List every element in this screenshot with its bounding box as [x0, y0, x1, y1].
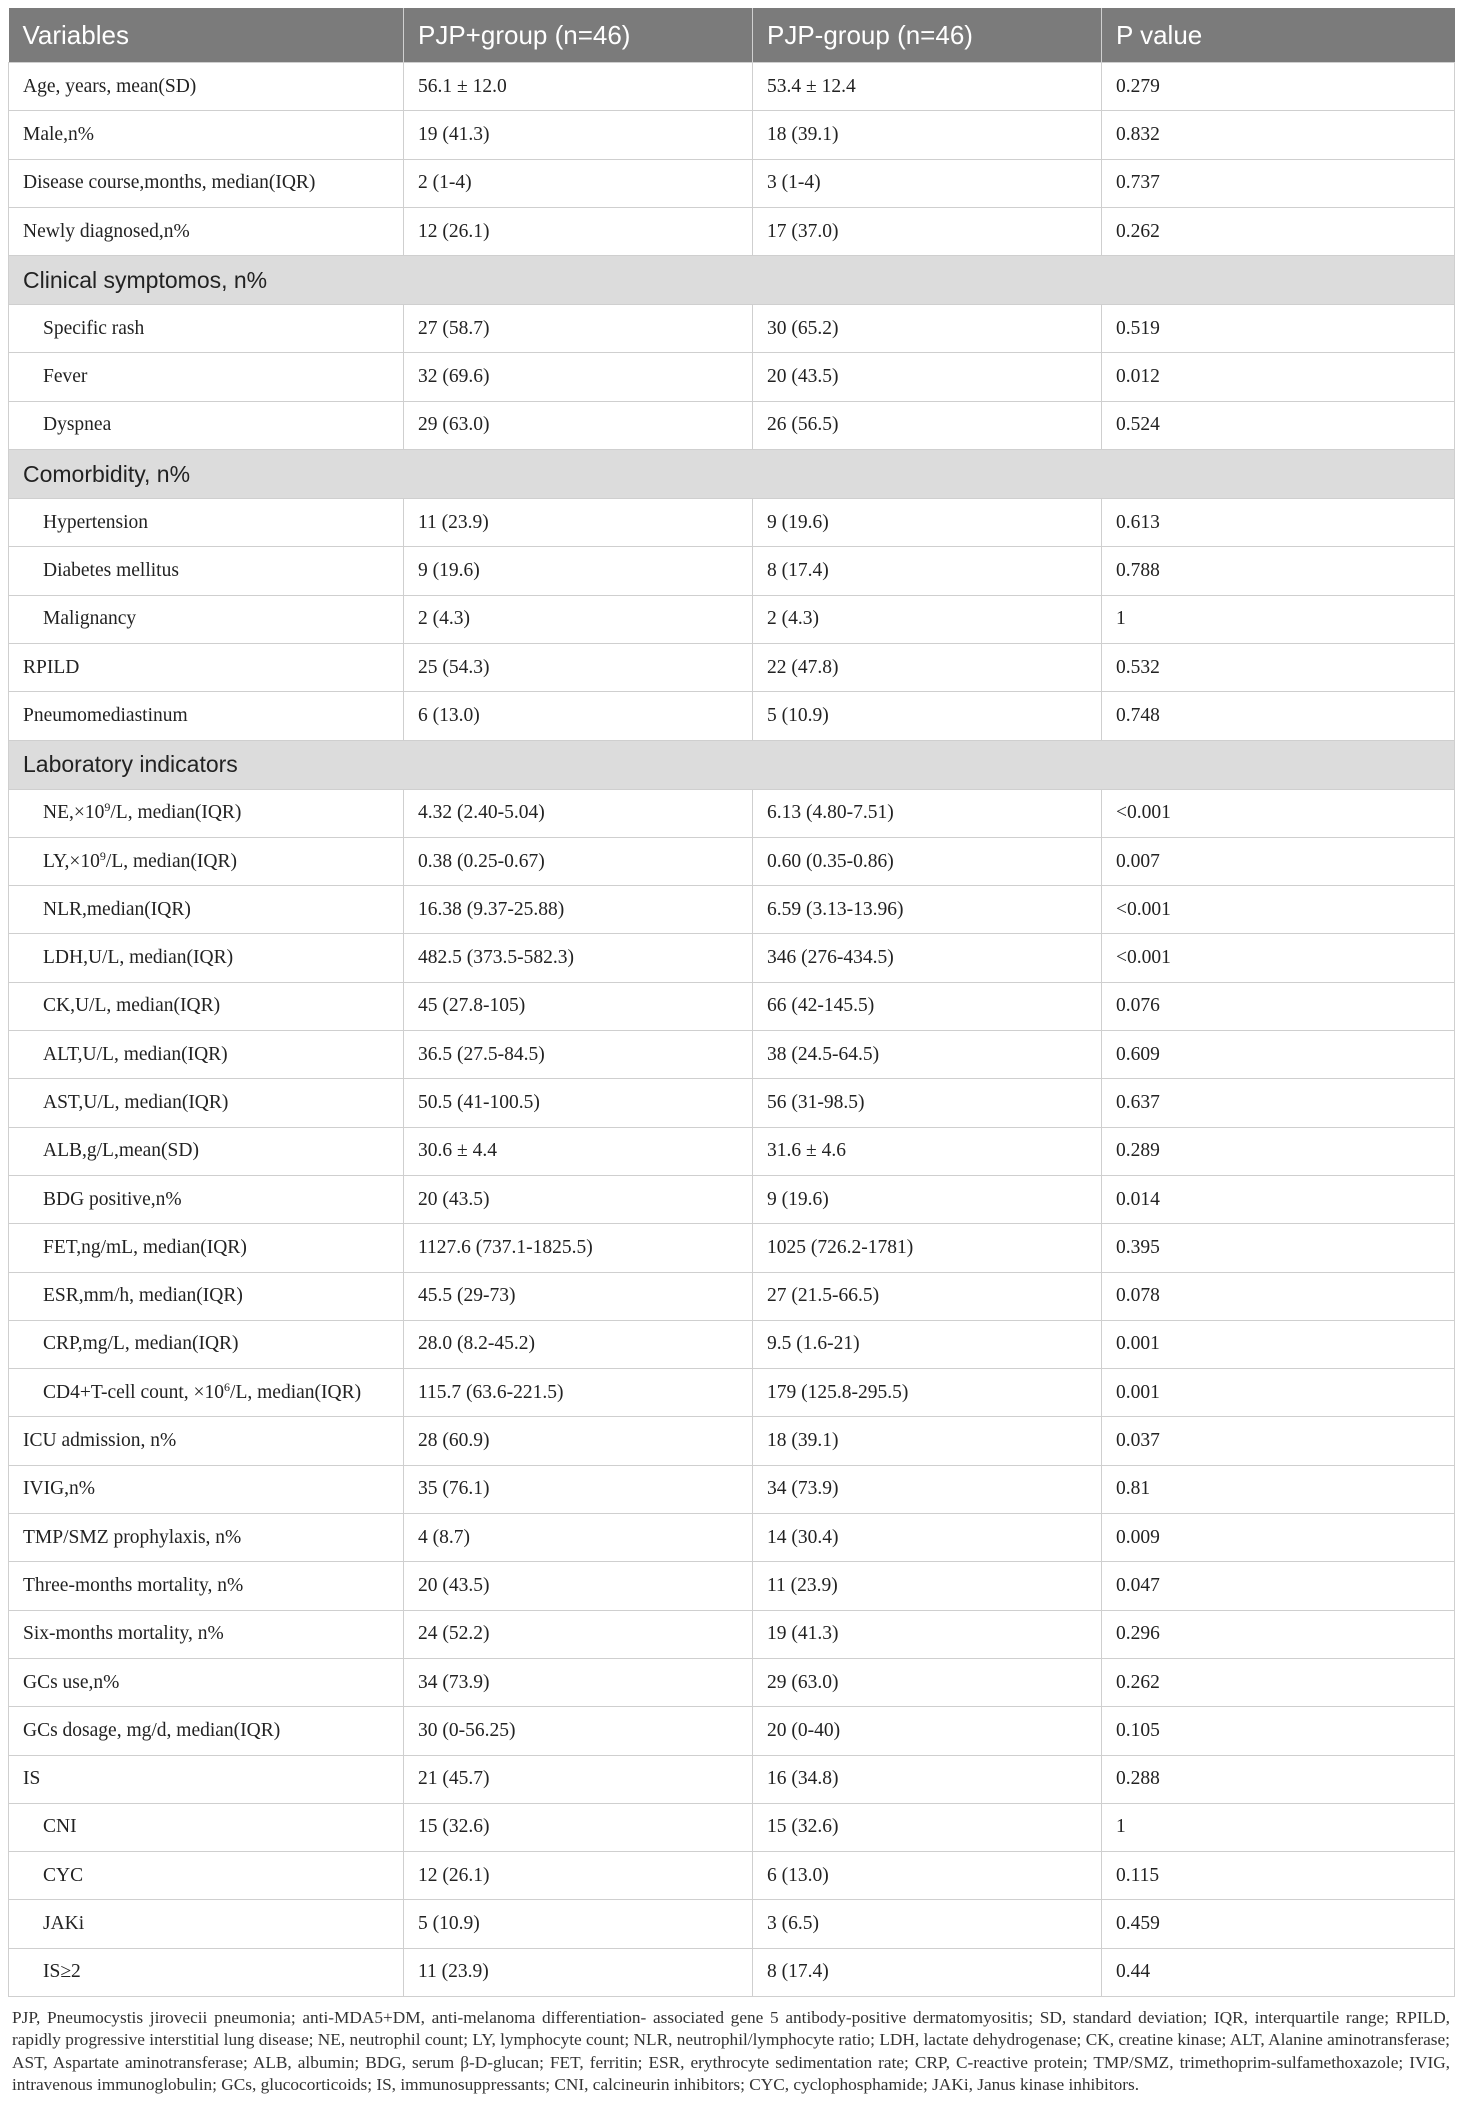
p-value-cell: <0.001 — [1102, 789, 1455, 837]
table-row — [9, 934, 1455, 982]
table-row — [9, 353, 1455, 401]
p-value-cell: 0.832 — [1102, 111, 1455, 159]
exponent: 9 — [99, 848, 106, 863]
table-row — [9, 1514, 1455, 1562]
pjp-minus-cell: 15 (32.6) — [753, 1803, 1102, 1851]
pjp-minus-cell: 20 (43.5) — [753, 353, 1102, 401]
variable-cell: Fever — [9, 353, 404, 401]
pjp-plus-cell: 25 (54.3) — [404, 643, 753, 691]
variable-cell: Disease course,months, median(IQR) — [9, 159, 404, 207]
pjp-minus-cell: 34 (73.9) — [753, 1465, 1102, 1513]
variable-cell: Hypertension — [9, 499, 404, 547]
header-pjp-plus: PJP+group (n=46) — [404, 8, 753, 63]
variable-cell: ICU admission, n% — [9, 1417, 404, 1465]
pjp-plus-cell: 5 (10.9) — [404, 1900, 753, 1948]
pjp-minus-cell: 16 (34.8) — [753, 1755, 1102, 1803]
pjp-minus-cell: 17 (37.0) — [753, 207, 1102, 255]
table-row — [9, 1803, 1455, 1851]
pjp-minus-cell: 8 (17.4) — [753, 1948, 1102, 1996]
pjp-minus-cell: 53.4 ± 12.4 — [753, 63, 1102, 111]
p-value-cell: 0.279 — [1102, 63, 1455, 111]
p-value-cell: 0.078 — [1102, 1272, 1455, 1320]
header-pjp-minus: PJP-group (n=46) — [753, 8, 1102, 63]
table-row — [9, 837, 1455, 885]
pjp-plus-cell: 12 (26.1) — [404, 207, 753, 255]
pjp-minus-cell: 20 (0-40) — [753, 1707, 1102, 1755]
variable-label: NE,×10 — [43, 802, 105, 824]
p-value-cell: 0.609 — [1102, 1031, 1455, 1079]
p-value-cell: 0.788 — [1102, 547, 1455, 595]
pjp-plus-cell: 36.5 (27.5-84.5) — [404, 1031, 753, 1079]
pjp-minus-cell: 5 (10.9) — [753, 692, 1102, 740]
p-value-cell: 0.014 — [1102, 1175, 1455, 1223]
table-row — [9, 1658, 1455, 1706]
p-value-cell: 0.44 — [1102, 1948, 1455, 1996]
table-row — [9, 63, 1455, 111]
variable-cell — [9, 837, 404, 885]
pjp-plus-cell: 2 (1-4) — [404, 159, 753, 207]
variable-cell: AST,U/L, median(IQR) — [9, 1079, 404, 1127]
p-value-cell: 0.395 — [1102, 1224, 1455, 1272]
table-row — [9, 111, 1455, 159]
pjp-plus-cell: 19 (41.3) — [404, 111, 753, 159]
pjp-plus-cell: 32 (69.6) — [404, 353, 753, 401]
table-row — [9, 547, 1455, 595]
pjp-minus-cell: 18 (39.1) — [753, 1417, 1102, 1465]
pjp-minus-cell: 56 (31-98.5) — [753, 1079, 1102, 1127]
p-value-cell: 1 — [1102, 595, 1455, 643]
p-value-cell: 0.459 — [1102, 1900, 1455, 1948]
table-row — [9, 1610, 1455, 1658]
table-container — [8, 8, 1454, 2097]
section-label: Laboratory indicators — [9, 740, 1455, 789]
variable-cell: Three-months mortality, n% — [9, 1562, 404, 1610]
pjp-minus-cell: 14 (30.4) — [753, 1514, 1102, 1562]
pjp-plus-cell: 11 (23.9) — [404, 1948, 753, 1996]
pjp-plus-cell: 15 (32.6) — [404, 1803, 753, 1851]
variable-label-unit: /L, median(IQR) — [110, 802, 242, 824]
variable-cell: GCs dosage, mg/d, median(IQR) — [9, 1707, 404, 1755]
variable-cell: Dyspnea — [9, 401, 404, 449]
table-row — [9, 789, 1455, 837]
pjp-plus-cell: 34 (73.9) — [404, 1658, 753, 1706]
table-row — [9, 692, 1455, 740]
pjp-plus-cell: 1127.6 (737.1-1825.5) — [404, 1224, 753, 1272]
variable-cell: Malignancy — [9, 595, 404, 643]
variable-cell — [9, 1369, 404, 1417]
variable-cell: IVIG,n% — [9, 1465, 404, 1513]
header-variables: Variables — [9, 8, 404, 63]
header-p-value: P value — [1102, 8, 1455, 63]
variable-cell: JAKi — [9, 1900, 404, 1948]
pjp-plus-cell: 28 (60.9) — [404, 1417, 753, 1465]
pjp-plus-cell: 4 (8.7) — [404, 1514, 753, 1562]
pjp-minus-cell: 346 (276-434.5) — [753, 934, 1102, 982]
table-row — [9, 1175, 1455, 1223]
pjp-minus-cell: 8 (17.4) — [753, 547, 1102, 595]
variable-cell: Pneumomediastinum — [9, 692, 404, 740]
table-row — [9, 159, 1455, 207]
pjp-plus-cell: 28.0 (8.2-45.2) — [404, 1320, 753, 1368]
p-value-cell: 0.289 — [1102, 1127, 1455, 1175]
p-value-cell: 0.262 — [1102, 1658, 1455, 1706]
variable-cell: CK,U/L, median(IQR) — [9, 982, 404, 1030]
pjp-plus-cell: 0.38 (0.25-0.67) — [404, 837, 753, 885]
exponent: 9 — [104, 800, 111, 815]
variable-cell: CYC — [9, 1852, 404, 1900]
p-value-cell: 0.105 — [1102, 1707, 1455, 1755]
pjp-minus-cell: 3 (1-4) — [753, 159, 1102, 207]
data-table — [8, 8, 1455, 1997]
variable-cell: GCs use,n% — [9, 1658, 404, 1706]
p-value-cell: 0.076 — [1102, 982, 1455, 1030]
p-value-cell: 0.115 — [1102, 1852, 1455, 1900]
pjp-minus-cell: 38 (24.5-64.5) — [753, 1031, 1102, 1079]
pjp-plus-cell: 4.32 (2.40-5.04) — [404, 789, 753, 837]
variable-label-unit: /L, median(IQR) — [230, 1381, 362, 1403]
p-value-cell: 0.001 — [1102, 1369, 1455, 1417]
section-label: Comorbidity, n% — [9, 450, 1455, 499]
variable-cell: BDG positive,n% — [9, 1175, 404, 1223]
pjp-minus-cell: 0.60 (0.35-0.86) — [753, 837, 1102, 885]
table-row — [9, 1224, 1455, 1272]
p-value-cell: 0.007 — [1102, 837, 1455, 885]
p-value-cell: 0.262 — [1102, 207, 1455, 255]
variable-cell: ALT,U/L, median(IQR) — [9, 1031, 404, 1079]
pjp-minus-cell: 27 (21.5-66.5) — [753, 1272, 1102, 1320]
table-row — [9, 305, 1455, 353]
variable-cell: Age, years, mean(SD) — [9, 63, 404, 111]
table-row — [9, 1320, 1455, 1368]
pjp-minus-cell: 9 (19.6) — [753, 499, 1102, 547]
pjp-plus-cell: 2 (4.3) — [404, 595, 753, 643]
p-value-cell: 0.047 — [1102, 1562, 1455, 1610]
pjp-plus-cell: 50.5 (41-100.5) — [404, 1079, 753, 1127]
variable-cell: Six-months mortality, n% — [9, 1610, 404, 1658]
pjp-plus-cell: 9 (19.6) — [404, 547, 753, 595]
variable-cell: FET,ng/mL, median(IQR) — [9, 1224, 404, 1272]
pjp-plus-cell: 45.5 (29-73) — [404, 1272, 753, 1320]
table-row — [9, 1127, 1455, 1175]
table-row — [9, 401, 1455, 449]
pjp-minus-cell: 3 (6.5) — [753, 1900, 1102, 1948]
variable-label-unit: /L, median(IQR) — [105, 850, 237, 872]
pjp-minus-cell: 22 (47.8) — [753, 643, 1102, 691]
p-value-cell: 0.81 — [1102, 1465, 1455, 1513]
pjp-plus-cell: 11 (23.9) — [404, 499, 753, 547]
pjp-minus-cell: 2 (4.3) — [753, 595, 1102, 643]
variable-cell: LDH,U/L, median(IQR) — [9, 934, 404, 982]
pjp-plus-cell: 115.7 (63.6-221.5) — [404, 1369, 753, 1417]
p-value-cell: 0.296 — [1102, 1610, 1455, 1658]
p-value-cell: 0.737 — [1102, 159, 1455, 207]
variable-cell: TMP/SMZ prophylaxis, n% — [9, 1514, 404, 1562]
pjp-minus-cell: 29 (63.0) — [753, 1658, 1102, 1706]
p-value-cell: 1 — [1102, 1803, 1455, 1851]
header-row — [9, 8, 1455, 63]
table-row — [9, 1562, 1455, 1610]
pjp-plus-cell: 45 (27.8-105) — [404, 982, 753, 1030]
section-row — [9, 450, 1455, 499]
footnote: PJP, Pneumocystis jirovecii pneumonia; anti-MDA5+DM, anti-melanoma differentiation- associated gene 5 antibody-positive dermatomyositis; SD, standard deviation; IQR, interquartile range; RPILD, rapidly progressive interstitial lung disease; NE, neutrophil count; LY, lymphocyte count; NLR, neutrophil/lymphocyte ratio; LDH, lactate dehydrogenase; CK, creatine kinase; ALT, Alanine aminotransferase; AST, Aspartate aminotransferase; ALB, albumin; BDG, serum β-D-glucan; FET, ferritin; ESR, erythrocyte sedimentation rate; CRP, C-reactive protein; TMP/SMZ, trimethoprim-sulfamethoxazole; IVIG, intravenous immunoglobulin; GCs, glucocorticoids; IS, immunosuppressants; CNI, calcineurin inhibitors; CYC, cyclophosphamide; JAKi, Janus kinase inhibitors. — [12, 2007, 1450, 2095]
pjp-plus-cell: 35 (76.1) — [404, 1465, 753, 1513]
table-row — [9, 595, 1455, 643]
pjp-plus-cell: 24 (52.2) — [404, 1610, 753, 1658]
table-row — [9, 207, 1455, 255]
table-row — [9, 1707, 1455, 1755]
pjp-plus-cell: 12 (26.1) — [404, 1852, 753, 1900]
p-value-cell: 0.637 — [1102, 1079, 1455, 1127]
p-value-cell: 0.001 — [1102, 1320, 1455, 1368]
variable-cell: Diabetes mellitus — [9, 547, 404, 595]
pjp-plus-cell: 27 (58.7) — [404, 305, 753, 353]
pjp-minus-cell: 6.59 (3.13-13.96) — [753, 886, 1102, 934]
table-body — [9, 63, 1455, 1997]
section-row — [9, 256, 1455, 305]
variable-cell: ALB,g/L,mean(SD) — [9, 1127, 404, 1175]
table-row — [9, 1755, 1455, 1803]
table-row — [9, 643, 1455, 691]
table-row — [9, 982, 1455, 1030]
p-value-cell: 0.012 — [1102, 353, 1455, 401]
p-value-cell: 0.613 — [1102, 499, 1455, 547]
variable-cell: Specific rash — [9, 305, 404, 353]
pjp-minus-cell: 6.13 (4.80-7.51) — [753, 789, 1102, 837]
table-row — [9, 1948, 1455, 1996]
variable-cell — [9, 789, 404, 837]
p-value-cell: 0.288 — [1102, 1755, 1455, 1803]
table-row — [9, 1272, 1455, 1320]
pjp-minus-cell: 19 (41.3) — [753, 1610, 1102, 1658]
pjp-plus-cell: 56.1 ± 12.0 — [404, 63, 753, 111]
p-value-cell: 0.524 — [1102, 401, 1455, 449]
p-value-cell: <0.001 — [1102, 886, 1455, 934]
pjp-plus-cell: 29 (63.0) — [404, 401, 753, 449]
pjp-plus-cell: 21 (45.7) — [404, 1755, 753, 1803]
table-row — [9, 1031, 1455, 1079]
exponent: 6 — [224, 1379, 231, 1394]
pjp-minus-cell: 31.6 ± 4.6 — [753, 1127, 1102, 1175]
table-row — [9, 1079, 1455, 1127]
variable-cell: CNI — [9, 1803, 404, 1851]
p-value-cell: 0.519 — [1102, 305, 1455, 353]
table-row — [9, 1369, 1455, 1417]
variable-cell: CRP,mg/L, median(IQR) — [9, 1320, 404, 1368]
p-value-cell: 0.748 — [1102, 692, 1455, 740]
pjp-minus-cell: 66 (42-145.5) — [753, 982, 1102, 1030]
variable-cell: Male,n% — [9, 111, 404, 159]
table-row — [9, 886, 1455, 934]
pjp-minus-cell: 11 (23.9) — [753, 1562, 1102, 1610]
variable-label: CD4+T-cell count, ×10 — [43, 1381, 225, 1403]
table-row — [9, 1900, 1455, 1948]
pjp-plus-cell: 20 (43.5) — [404, 1175, 753, 1223]
pjp-plus-cell: 482.5 (373.5-582.3) — [404, 934, 753, 982]
table-row — [9, 499, 1455, 547]
pjp-minus-cell: 30 (65.2) — [753, 305, 1102, 353]
variable-cell: IS — [9, 1755, 404, 1803]
table-row — [9, 1852, 1455, 1900]
p-value-cell: 0.009 — [1102, 1514, 1455, 1562]
section-row — [9, 740, 1455, 789]
section-label: Clinical symptomos, n% — [9, 256, 1455, 305]
p-value-cell: 0.037 — [1102, 1417, 1455, 1465]
pjp-plus-cell: 30 (0-56.25) — [404, 1707, 753, 1755]
table-row — [9, 1465, 1455, 1513]
pjp-minus-cell: 26 (56.5) — [753, 401, 1102, 449]
variable-cell: Newly diagnosed,n% — [9, 207, 404, 255]
pjp-plus-cell: 16.38 (9.37-25.88) — [404, 886, 753, 934]
variable-label: LY,×10 — [43, 850, 100, 872]
pjp-minus-cell: 179 (125.8-295.5) — [753, 1369, 1102, 1417]
variable-cell: ESR,mm/h, median(IQR) — [9, 1272, 404, 1320]
variable-cell: RPILD — [9, 643, 404, 691]
pjp-minus-cell: 18 (39.1) — [753, 111, 1102, 159]
p-value-cell: 0.532 — [1102, 643, 1455, 691]
pjp-plus-cell: 30.6 ± 4.4 — [404, 1127, 753, 1175]
pjp-minus-cell: 6 (13.0) — [753, 1852, 1102, 1900]
pjp-minus-cell: 9 (19.6) — [753, 1175, 1102, 1223]
table-row — [9, 1417, 1455, 1465]
pjp-plus-cell: 6 (13.0) — [404, 692, 753, 740]
pjp-minus-cell: 1025 (726.2-1781) — [753, 1224, 1102, 1272]
variable-cell: NLR,median(IQR) — [9, 886, 404, 934]
p-value-cell: <0.001 — [1102, 934, 1455, 982]
pjp-plus-cell: 20 (43.5) — [404, 1562, 753, 1610]
variable-cell: IS≥2 — [9, 1948, 404, 1996]
pjp-minus-cell: 9.5 (1.6-21) — [753, 1320, 1102, 1368]
